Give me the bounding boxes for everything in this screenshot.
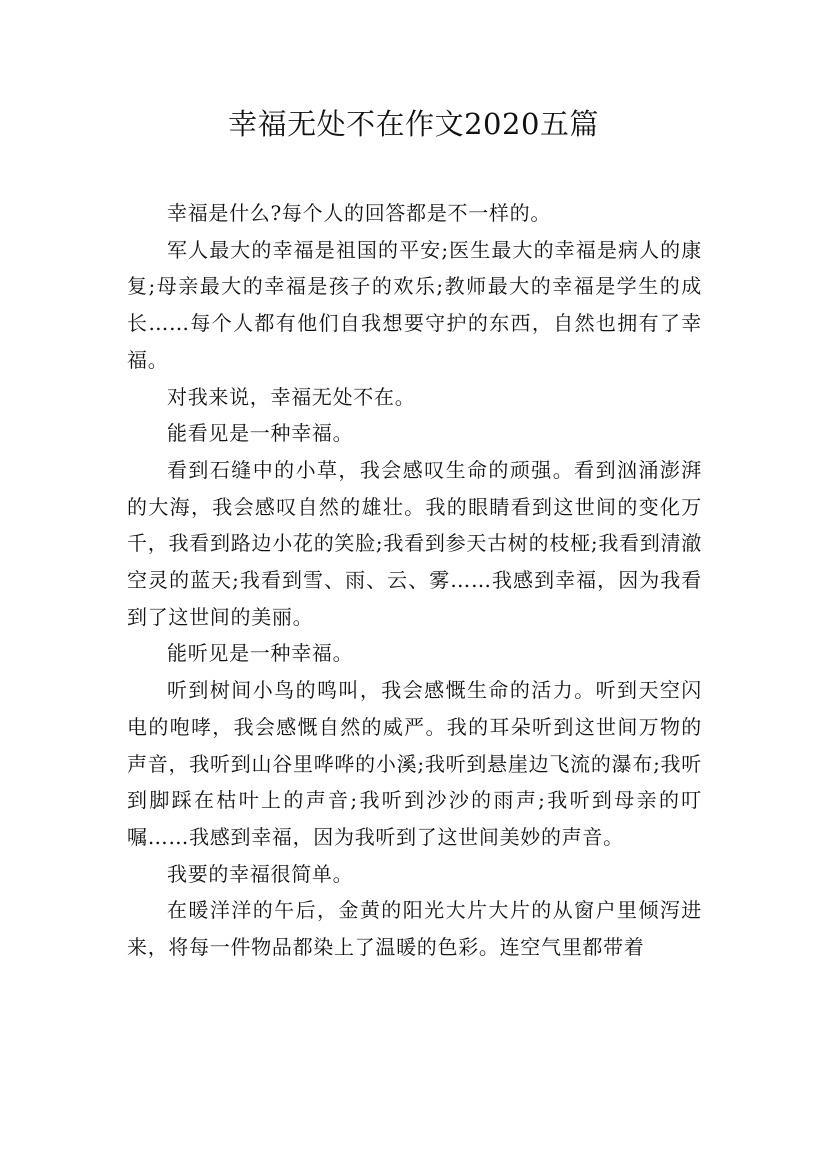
document-body [127, 195, 702, 966]
paragraph: 军人最大的幸福是祖国的平安;医生最大的幸福是病人的康复;母亲最大的幸福是孩子的欢乐;教师最大的幸福是学生的成长……每个人都有他们自我想要守护的东西，自然也拥有了幸福。 [127, 237, 702, 372]
paragraph: 看到石缝中的小草，我会感叹生命的顽强。看到汹涌澎湃的大海，我会感叹自然的雄壮。我的眼睛看到这世间的变化万千，我看到路边小花的笑脸;我看到参天古树的枝桠;我看到清澈空灵的蓝天;我看到雪、雨、云、雾……我感到幸福，因为我看到了这世间的美丽。 [127, 457, 702, 629]
document-title: 幸福无处不在作文2020五篇 [228, 107, 599, 141]
paragraph: 对我来说，幸福无处不在。 [167, 384, 416, 409]
paragraph: 我要的幸福很简单。 [167, 861, 354, 886]
paragraph: 在暖洋洋的午后，金黄的阳光大片大片的从窗户里倾泻进来，将每一件物品都染上了温暖的色彩。连空气里都带着 [127, 898, 702, 960]
paragraph: 幸福是什么?每个人的回答都是不一样的。 [167, 201, 552, 225]
paragraph: 能看见是一种幸福。 [167, 421, 354, 446]
paragraph: 能听见是一种幸福。 [167, 641, 354, 666]
paragraph: 听到树间小鸟的鸣叫，我会感慨生命的活力。听到天空闪电的咆哮，我会感慨自然的威严。我的耳朵听到这世间万物的声音，我听到山谷里哗哗的小溪;我听到悬崖边飞流的瀑布;我听到脚踩在枯叶上的声音;我听到沙沙的雨声;我听到母亲的叮嘱……我感到幸福，因为我听到了这世间美妙的声音。 [127, 678, 702, 849]
